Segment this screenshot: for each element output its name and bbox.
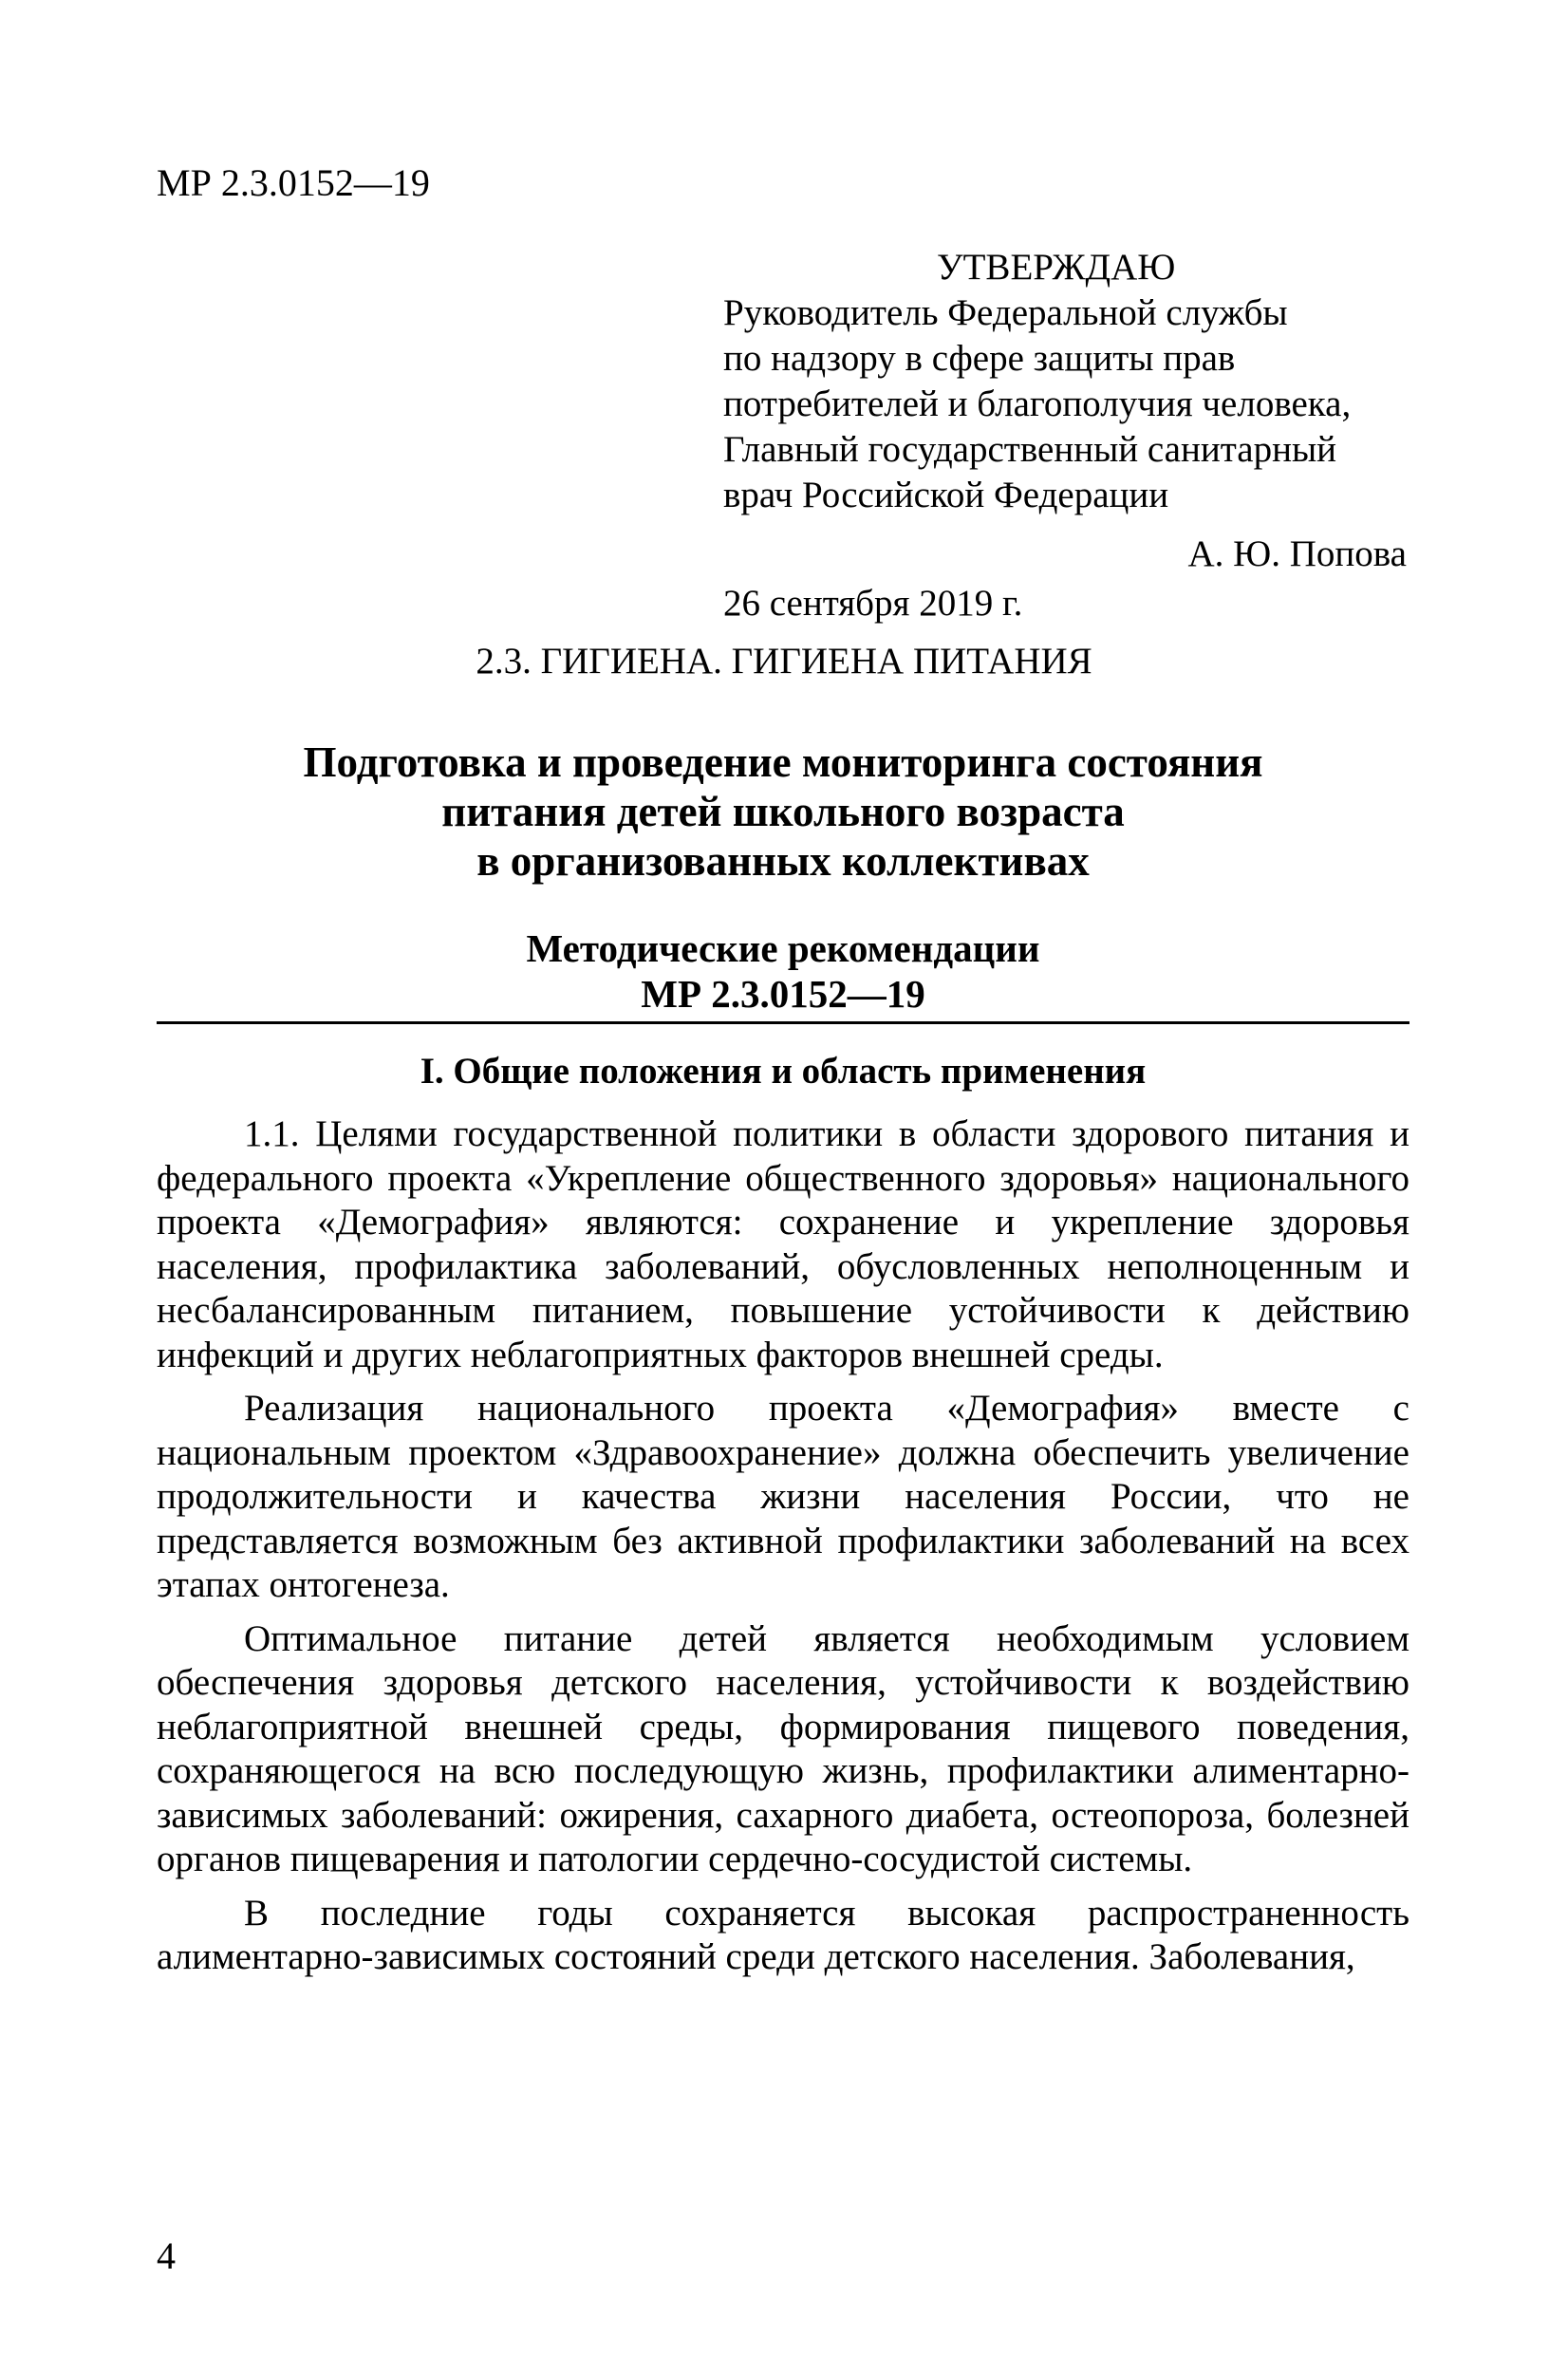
body-paragraph: В последние годы сохраняется высокая распространенность алиментарно-зависимых состояний среди детского населения. Заболевания, — [157, 1892, 1409, 1977]
title-divider — [157, 1021, 1409, 1024]
page-number: 4 — [157, 2234, 176, 2277]
chapter-body — [157, 1112, 1409, 1990]
document-type-label: Методические рекомендации — [526, 926, 1040, 970]
document-code: МР 2.3.0152—19 — [157, 161, 430, 204]
approval-position-line: Руководитель Федеральной службы — [723, 292, 1288, 333]
document-title — [190, 738, 1376, 886]
approval-position-line: потребителей и благополучия человека, — [723, 383, 1352, 424]
document-title-line: Подготовка и проведение мониторинга состояния — [303, 738, 1263, 786]
document-title-line: питания детей школьного возраста — [441, 788, 1125, 835]
approval-position-line: Главный государственный санитарный — [723, 429, 1337, 470]
approval-heading: УТВЕРЖДАЮ — [937, 247, 1176, 288]
document-type — [190, 925, 1376, 1017]
approval-block — [723, 245, 1407, 626]
body-paragraph: 1.1. Целями государственной политики в области здорового питания и федерального проекта «Укрепление общественного здоровья» национального проекта «Демография» являются: сохранение и укрепление здоровья населения, профилактика заболеваний, обусловленных неполноценным и несбалансированным питанием, повышение устойчивости к действию инфекций и других неблагоприятных факторов внешней среды. — [157, 1113, 1409, 1375]
body-paragraph: Реализация национального проекта «Демография» вместе с национальным проектом «Здравоохранение» должна обеспечить увеличение продолжительности и качества жизни населения России, что не представляется возможным без активной профилактики заболеваний на всех этапах онтогенеза. — [157, 1388, 1409, 1605]
approval-position-line: врач Российской Федерации — [723, 475, 1169, 515]
approval-signatory: А. Ю. Попова — [1187, 533, 1407, 574]
approval-date: 26 сентября 2019 г. — [723, 583, 1023, 624]
chapter-title: I. Общие положения и область применения — [420, 1051, 1147, 1092]
section-code: 2.3. ГИГИЕНА. ГИГИЕНА ПИТАНИЯ — [476, 641, 1092, 682]
approval-position-line: по надзору в сфере защиты прав — [723, 338, 1236, 379]
document-title-line: в организованных коллективах — [476, 837, 1090, 885]
document-type-code: МР 2.3.0152—19 — [641, 972, 925, 1016]
body-paragraph: Оптимальное питание детей является необходимым условием обеспечения здоровья детского населения, устойчивости к воздействию неблагоприятной внешней среды, формирования пищевого поведения, сохраняющегося на всю последующую жизнь, профилактики алиментарно-зависимых заболеваний: ожирения, сахарного диабета, остеопороза, болезней органов пищеварения и патологии сердечно-сосудистой системы. — [157, 1617, 1409, 1879]
